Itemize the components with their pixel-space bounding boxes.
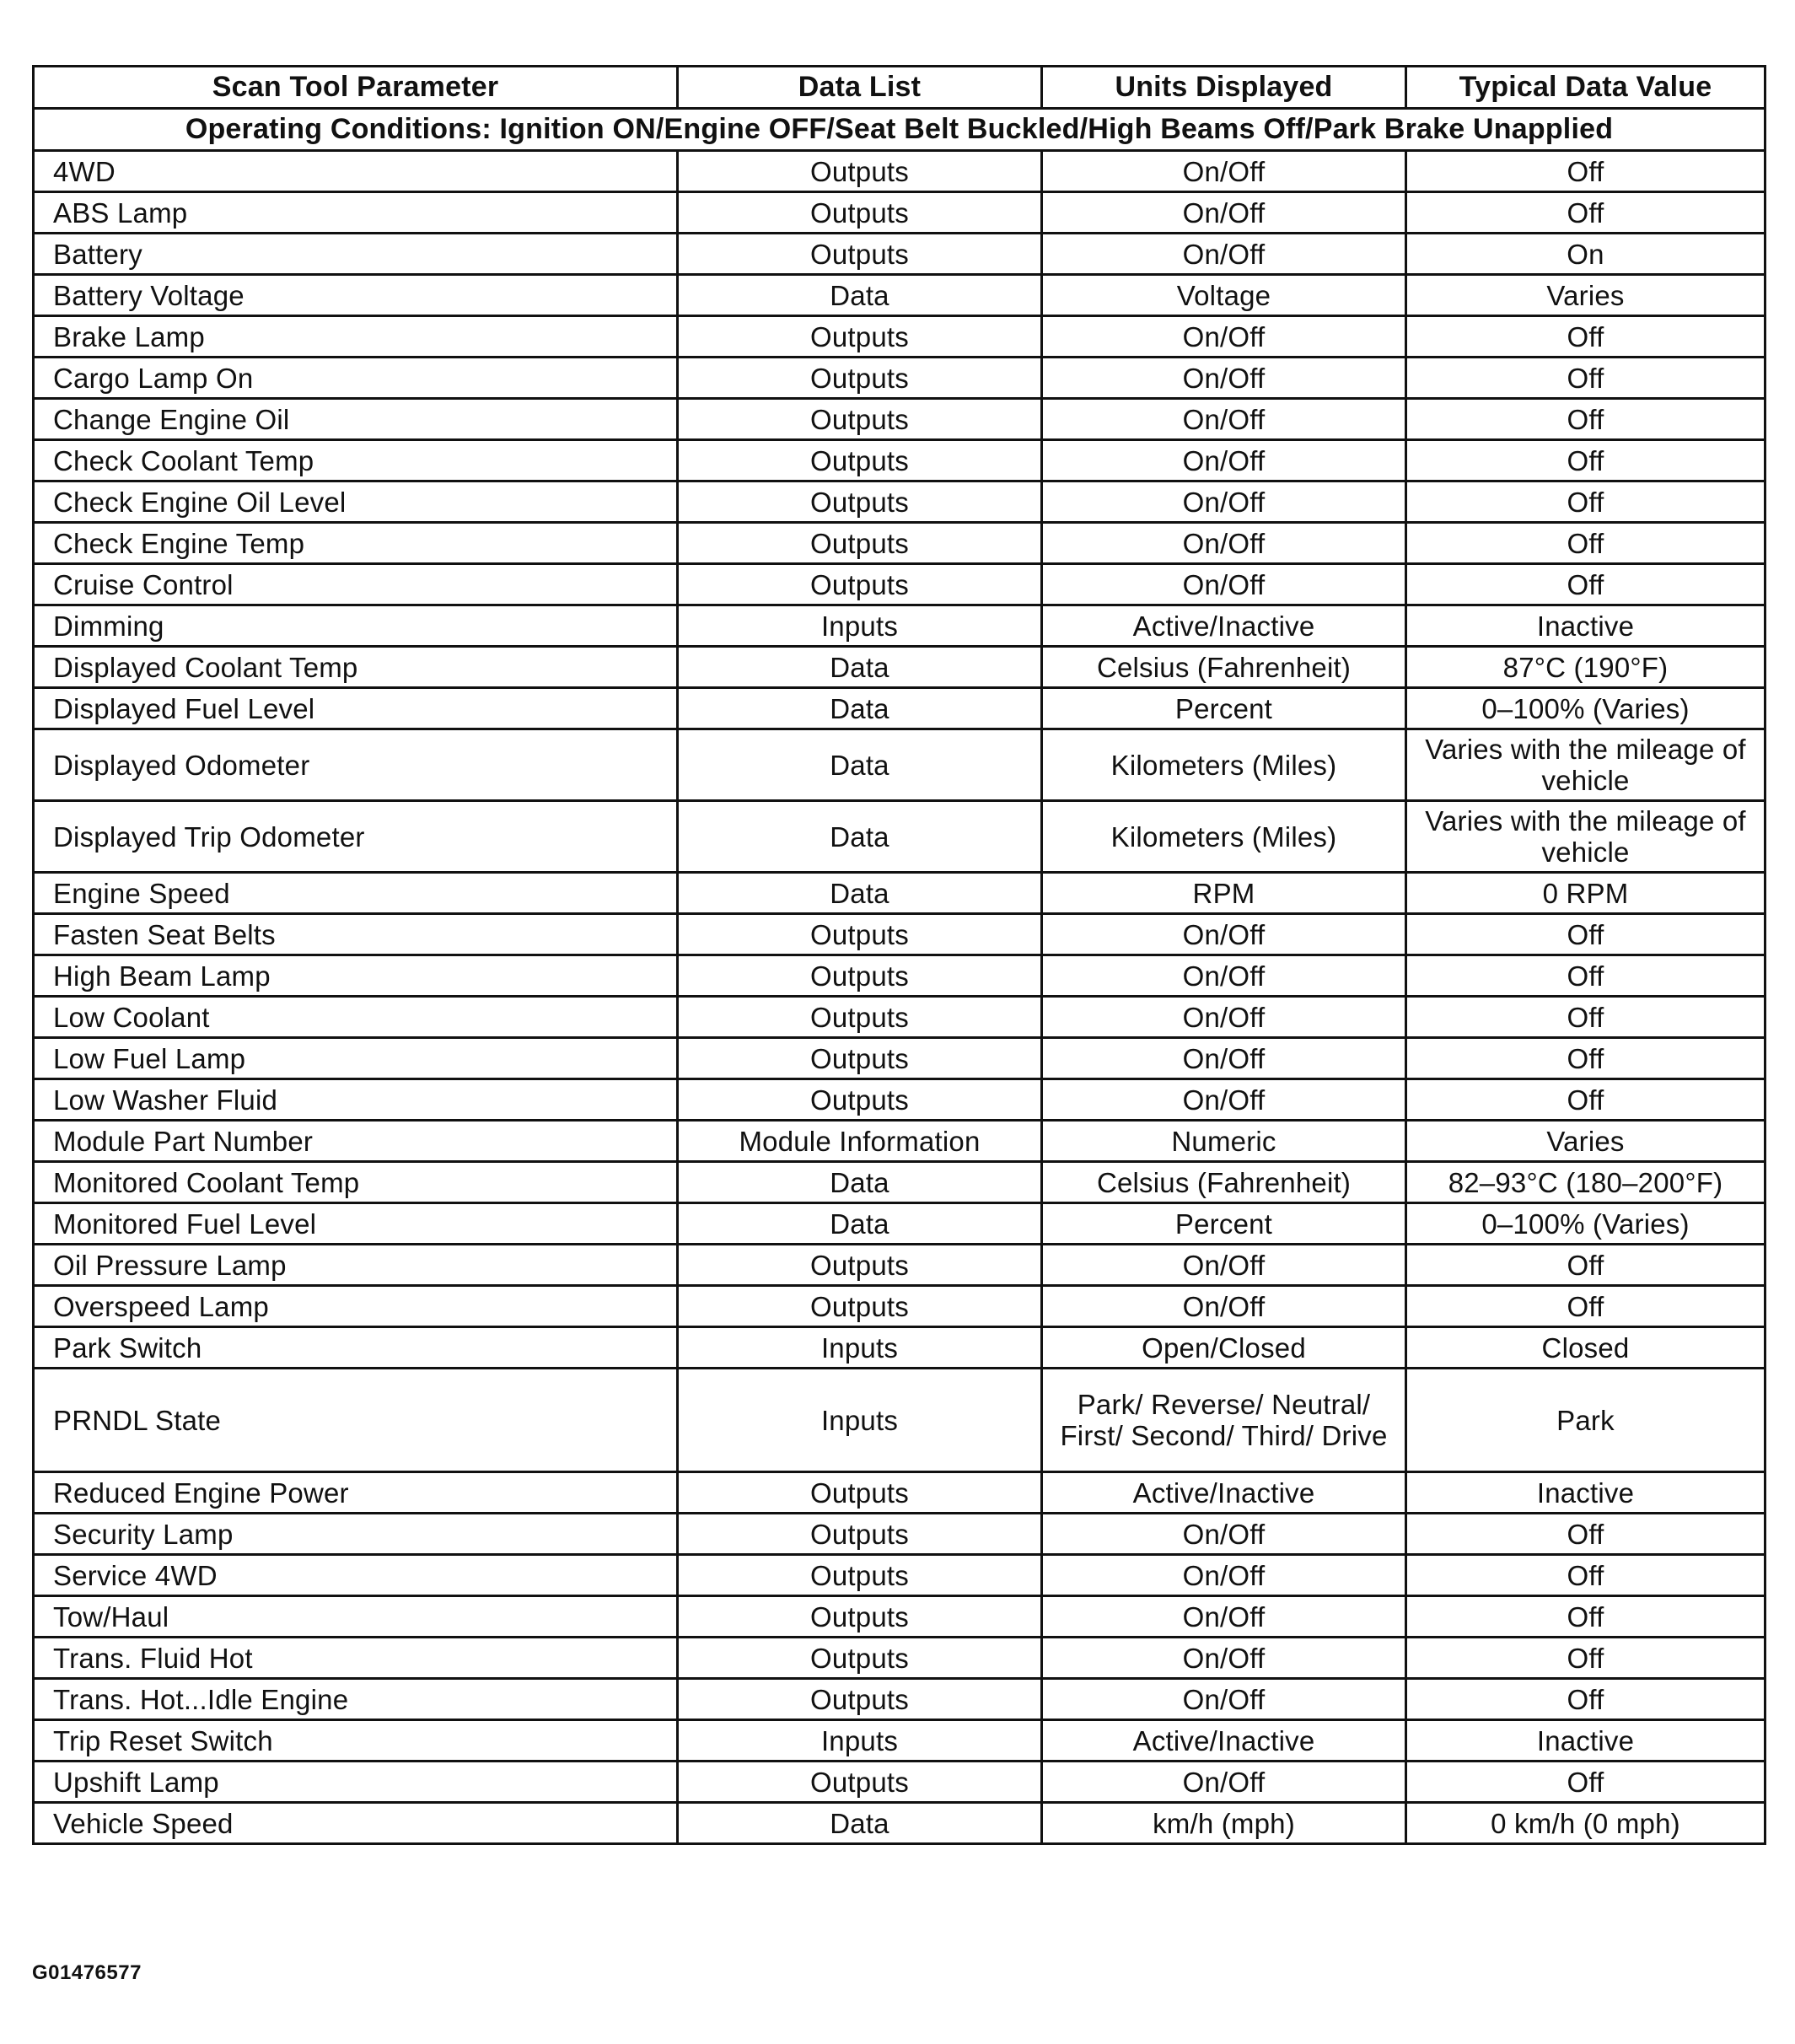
table-row [34,1162,1765,1203]
cell-units-displayed: On/Off [1042,1286,1406,1327]
cell-data-list: Outputs [678,234,1042,275]
cell-typical-data-value: Varies [1406,1121,1765,1162]
cell-typical-data-value: 0–100% (Varies) [1406,1203,1765,1245]
cell-units-displayed: Kilometers (Miles) [1042,729,1406,801]
cell-data-list: Data [678,1803,1042,1844]
table-body [34,151,1765,1844]
cell-units-displayed: On/Off [1042,1079,1406,1121]
table-row [34,605,1765,647]
cell-typical-data-value: Off [1406,1762,1765,1803]
table-row [34,1121,1765,1162]
cell-data-list: Outputs [678,1286,1042,1327]
cell-parameter: Dimming [34,605,678,647]
cell-units-displayed: On/Off [1042,1038,1406,1079]
table-row [34,1472,1765,1514]
cell-typical-data-value: Off [1406,1596,1765,1638]
cell-data-list: Outputs [678,1079,1042,1121]
cell-units-displayed: km/h (mph) [1042,1803,1406,1844]
cell-typical-data-value: Off [1406,1679,1765,1720]
table-row [34,1679,1765,1720]
cell-typical-data-value: Off [1406,1555,1765,1596]
cell-parameter: Brake Lamp [34,316,678,358]
cell-data-list: Data [678,275,1042,316]
cell-parameter: Cruise Control [34,564,678,605]
cell-units-displayed: Park/ Reverse/ Neutral/ First/ Second/ Third/ Drive [1042,1369,1406,1472]
cell-parameter: Check Engine Temp [34,523,678,564]
scan-tool-data-table [32,65,1766,1845]
cell-parameter: Park Switch [34,1327,678,1369]
cell-data-list: Outputs [678,1762,1042,1803]
cell-parameter: Cargo Lamp On [34,358,678,399]
cell-units-displayed: Voltage [1042,275,1406,316]
table-row [34,1762,1765,1803]
cell-typical-data-value: Off [1406,1514,1765,1555]
cell-typical-data-value: Inactive [1406,1720,1765,1762]
cell-parameter: Vehicle Speed [34,1803,678,1844]
cell-typical-data-value: 0–100% (Varies) [1406,688,1765,729]
cell-data-list: Outputs [678,564,1042,605]
cell-units-displayed: On/Off [1042,151,1406,192]
cell-units-displayed: On/Off [1042,523,1406,564]
table-row [34,955,1765,997]
cell-parameter: Monitored Coolant Temp [34,1162,678,1203]
cell-units-displayed: On/Off [1042,316,1406,358]
cell-typical-data-value: Off [1406,1245,1765,1286]
cell-parameter: PRNDL State [34,1369,678,1472]
cell-parameter: Displayed Coolant Temp [34,647,678,688]
cell-units-displayed: Active/Inactive [1042,1720,1406,1762]
cell-units-displayed: Celsius (Fahrenheit) [1042,1162,1406,1203]
table-row [34,399,1765,440]
cell-parameter: Monitored Fuel Level [34,1203,678,1245]
table-row [34,1803,1765,1844]
table-row [34,481,1765,523]
cell-units-displayed: Percent [1042,1203,1406,1245]
cell-units-displayed: On/Off [1042,997,1406,1038]
cell-data-list: Outputs [678,523,1042,564]
cell-typical-data-value: Off [1406,316,1765,358]
table-row [34,1203,1765,1245]
table-row [34,1327,1765,1369]
cell-typical-data-value: Park [1406,1369,1765,1472]
cell-data-list: Outputs [678,1555,1042,1596]
cell-data-list: Outputs [678,1679,1042,1720]
cell-units-displayed: On/Off [1042,1514,1406,1555]
header-typical-data-value: Typical Data Value [1406,67,1765,109]
cell-parameter: Tow/Haul [34,1596,678,1638]
table-row [34,1596,1765,1638]
cell-units-displayed: On/Off [1042,1555,1406,1596]
cell-parameter: Low Coolant [34,997,678,1038]
cell-units-displayed: Celsius (Fahrenheit) [1042,647,1406,688]
cell-data-list: Outputs [678,1245,1042,1286]
table-row [34,564,1765,605]
cell-data-list: Outputs [678,1472,1042,1514]
cell-units-displayed: On/Off [1042,234,1406,275]
table-row [34,1369,1765,1472]
cell-data-list: Data [678,1203,1042,1245]
cell-typical-data-value: Varies with the mileage of vehicle [1406,801,1765,873]
cell-data-list: Data [678,1162,1042,1203]
cell-parameter: 4WD [34,151,678,192]
cell-data-list: Data [678,801,1042,873]
cell-data-list: Module Information [678,1121,1042,1162]
cell-typical-data-value: Off [1406,440,1765,481]
cell-parameter: Oil Pressure Lamp [34,1245,678,1286]
table-row [34,729,1765,801]
header-scan-tool-parameter: Scan Tool Parameter [34,67,678,109]
table-row [34,275,1765,316]
cell-data-list: Outputs [678,914,1042,955]
table-row [34,914,1765,955]
cell-units-displayed: Numeric [1042,1121,1406,1162]
cell-parameter: High Beam Lamp [34,955,678,997]
cell-typical-data-value: 82–93°C (180–200°F) [1406,1162,1765,1203]
cell-parameter: Trans. Hot...Idle Engine [34,1679,678,1720]
cell-parameter: Battery Voltage [34,275,678,316]
cell-units-displayed: On/Off [1042,440,1406,481]
operating-conditions-row [34,109,1765,151]
cell-data-list: Outputs [678,997,1042,1038]
cell-data-list: Data [678,647,1042,688]
cell-parameter: Module Part Number [34,1121,678,1162]
cell-units-displayed: On/Off [1042,564,1406,605]
cell-units-displayed: On/Off [1042,192,1406,234]
cell-typical-data-value: Varies with the mileage of vehicle [1406,729,1765,801]
cell-data-list: Data [678,729,1042,801]
table-row [34,1245,1765,1286]
cell-parameter: Security Lamp [34,1514,678,1555]
cell-units-displayed: On/Off [1042,1596,1406,1638]
figure-id: G01476577 [32,1961,142,1984]
cell-units-displayed: On/Off [1042,481,1406,523]
cell-parameter: Trans. Fluid Hot [34,1638,678,1679]
cell-typical-data-value: Off [1406,399,1765,440]
cell-data-list: Inputs [678,605,1042,647]
cell-parameter: Upshift Lamp [34,1762,678,1803]
cell-units-displayed: Active/Inactive [1042,605,1406,647]
cell-parameter: Low Washer Fluid [34,1079,678,1121]
cell-data-list: Outputs [678,1038,1042,1079]
table-row [34,151,1765,192]
cell-parameter: Engine Speed [34,873,678,914]
cell-typical-data-value: Off [1406,914,1765,955]
cell-typical-data-value: Off [1406,151,1765,192]
cell-typical-data-value: Off [1406,523,1765,564]
cell-typical-data-value: Inactive [1406,1472,1765,1514]
cell-units-displayed: On/Off [1042,1638,1406,1679]
cell-data-list: Inputs [678,1369,1042,1472]
cell-data-list: Data [678,688,1042,729]
table-row [34,688,1765,729]
cell-typical-data-value: Off [1406,1638,1765,1679]
cell-parameter: Service 4WD [34,1555,678,1596]
table-row [34,997,1765,1038]
cell-parameter: Check Coolant Temp [34,440,678,481]
table-row [34,1079,1765,1121]
header-data-list: Data List [678,67,1042,109]
cell-data-list: Outputs [678,440,1042,481]
cell-parameter: Overspeed Lamp [34,1286,678,1327]
cell-data-list: Outputs [678,399,1042,440]
cell-typical-data-value: 0 km/h (0 mph) [1406,1803,1765,1844]
table-row [34,1038,1765,1079]
cell-units-displayed: On/Off [1042,1245,1406,1286]
cell-parameter: Reduced Engine Power [34,1472,678,1514]
table-row [34,316,1765,358]
operating-conditions: Operating Conditions: Ignition ON/Engine OFF/Seat Belt Buckled/High Beams Off/Park Brake Unapplied [34,109,1765,151]
cell-typical-data-value: 87°C (190°F) [1406,647,1765,688]
cell-parameter: Displayed Trip Odometer [34,801,678,873]
cell-typical-data-value: Off [1406,564,1765,605]
header-units-displayed: Units Displayed [1042,67,1406,109]
cell-data-list: Outputs [678,358,1042,399]
cell-parameter: Trip Reset Switch [34,1720,678,1762]
cell-typical-data-value: Off [1406,1038,1765,1079]
cell-units-displayed: RPM [1042,873,1406,914]
table-row [34,234,1765,275]
cell-typical-data-value: Off [1406,997,1765,1038]
cell-data-list: Outputs [678,1638,1042,1679]
table-row [34,1514,1765,1555]
cell-typical-data-value: Off [1406,1079,1765,1121]
cell-units-displayed: Percent [1042,688,1406,729]
cell-data-list: Outputs [678,1514,1042,1555]
table-row [34,440,1765,481]
cell-units-displayed: On/Off [1042,955,1406,997]
cell-parameter: Check Engine Oil Level [34,481,678,523]
cell-parameter: Low Fuel Lamp [34,1038,678,1079]
cell-typical-data-value: Off [1406,481,1765,523]
table-row [34,801,1765,873]
cell-parameter: Change Engine Oil [34,399,678,440]
table-row [34,192,1765,234]
cell-data-list: Outputs [678,316,1042,358]
table-row [34,873,1765,914]
cell-data-list: Outputs [678,481,1042,523]
cell-units-displayed: On/Off [1042,1679,1406,1720]
cell-units-displayed: Open/Closed [1042,1327,1406,1369]
cell-data-list: Outputs [678,1596,1042,1638]
cell-parameter: Fasten Seat Belts [34,914,678,955]
table-row [34,523,1765,564]
cell-typical-data-value: Off [1406,192,1765,234]
table-row [34,647,1765,688]
cell-units-displayed: Kilometers (Miles) [1042,801,1406,873]
table-row [34,1286,1765,1327]
cell-typical-data-value: On [1406,234,1765,275]
cell-parameter: Battery [34,234,678,275]
cell-parameter: Displayed Odometer [34,729,678,801]
cell-typical-data-value: Inactive [1406,605,1765,647]
cell-typical-data-value: Varies [1406,275,1765,316]
cell-data-list: Outputs [678,955,1042,997]
cell-units-displayed: On/Off [1042,358,1406,399]
table-row [34,1638,1765,1679]
cell-units-displayed: On/Off [1042,1762,1406,1803]
cell-units-displayed: On/Off [1042,914,1406,955]
cell-typical-data-value: Off [1406,955,1765,997]
cell-units-displayed: Active/Inactive [1042,1472,1406,1514]
cell-units-displayed: On/Off [1042,399,1406,440]
cell-parameter: ABS Lamp [34,192,678,234]
cell-typical-data-value: 0 RPM [1406,873,1765,914]
table-row [34,358,1765,399]
cell-data-list: Inputs [678,1720,1042,1762]
cell-data-list: Outputs [678,151,1042,192]
cell-data-list: Data [678,873,1042,914]
cell-data-list: Inputs [678,1327,1042,1369]
table-row [34,1555,1765,1596]
cell-typical-data-value: Off [1406,358,1765,399]
cell-typical-data-value: Off [1406,1286,1765,1327]
cell-data-list: Outputs [678,192,1042,234]
table-row [34,1720,1765,1762]
table-header-row [34,67,1765,109]
cell-typical-data-value: Closed [1406,1327,1765,1369]
cell-parameter: Displayed Fuel Level [34,688,678,729]
